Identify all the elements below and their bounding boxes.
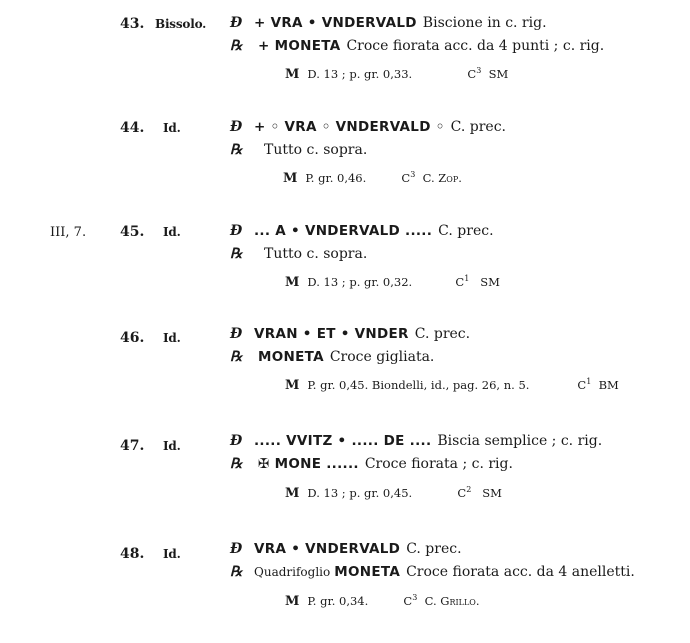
collection: SM [488,66,509,81]
reverse-legend: MONETA [334,564,401,580]
collection: BM [598,377,619,392]
rarity: $C^3$ [467,66,482,81]
mint-symbol: M [285,274,300,290]
obverse-line [230,15,547,31]
obverse-symbol: Ɖ [230,326,243,342]
physical-details: P. gr. 0,46. [305,170,367,185]
coin-type: Id. [163,225,181,239]
obverse-symbol: Ɖ [230,223,243,239]
obverse-legend: + ◦ VRA ◦ VNDERVALD ◦ [254,119,445,135]
rarity-degree: 1 [586,377,592,386]
entry-details [285,66,508,82]
rarity: $C^1$ [577,377,592,392]
mint-symbol: M [285,66,300,82]
reverse-line [230,349,434,365]
physical-details: P. gr. 0,45. Biondelli, id., pag. 26, n. 5. [307,377,530,392]
obverse-line [230,326,470,342]
obverse-description: C. prec. [438,223,494,239]
obverse-description: C. prec. [450,119,506,135]
mint-symbol: M [283,170,298,186]
obverse-legend: VRA • VNDERVALD [254,541,401,557]
physical-details: D. 13 ; p. gr. 0,45. [307,485,413,500]
obverse-legend: ..... VVITZ • ..... DE .... [254,433,432,449]
reverse-legend: MONETA [258,349,324,365]
physical-details: D. 13 ; p. gr. 0,33. [307,66,413,81]
obverse-symbol: Ɖ [230,15,243,31]
reverse-line [230,456,513,472]
entry-details [285,377,619,393]
physical-details: D. 13 ; p. gr. 0,32. [307,274,413,289]
entry-details [283,170,462,186]
reverse-line [230,142,367,158]
reverse-description: Croce fiorata acc. da 4 anelletti. [406,564,635,580]
collection: SM [480,274,500,289]
reverse-symbol: ℞ [230,246,243,262]
entry-number: 43. [120,16,145,32]
entry-number: 44. [120,120,145,136]
obverse-description: C. prec. [414,326,471,342]
reverse-description: Tutto c. sopra. [264,246,368,262]
obverse-line [230,223,494,239]
reverse-prefix: Quadrifoglio [254,565,331,579]
mint-symbol: M [285,593,300,609]
reverse-description: Tutto c. sopra. [264,142,368,158]
reverse-line [230,564,635,580]
rarity: $C^2$ [457,485,472,500]
rarity-degree: 3 [412,593,418,602]
rarity-degree: 2 [466,485,472,494]
physical-details: P. gr. 0,34. [307,593,369,608]
obverse-legend: ... A • VNDERVALD ..... [254,223,433,239]
reverse-legend: + MONETA [258,38,341,54]
entry-number: 46. [120,330,145,346]
collection: SM [482,485,502,500]
obverse-legend: VRAN • ET • VNDER [254,326,409,342]
rarity-degree: 3 [410,170,416,179]
rarity-degree: 3 [476,66,482,75]
reverse-legend: ✠ MONE ...... [258,456,359,472]
obverse-symbol: Ɖ [230,119,243,135]
reverse-symbol: ℞ [230,564,243,580]
obverse-line [230,541,462,557]
obverse-description: C. prec. [406,541,462,557]
obverse-line [230,119,506,135]
reverse-description: Croce fiorata acc. da 4 punti ; c. rig. [346,38,605,54]
rarity: $C^3$ [403,593,418,608]
reverse-symbol: ℞ [230,349,243,365]
obverse-description: Biscione in c. rig. [422,15,547,31]
coin-type: Id. [163,331,181,345]
rarity-degree: 1 [464,274,470,283]
obverse-symbol: Ɖ [230,541,243,557]
entry-details [285,274,500,290]
reverse-line [230,246,367,262]
plate-reference: III, 7. [50,225,87,240]
entry-number: 45. [120,224,145,240]
reverse-line [230,38,604,54]
coin-type: Id. [163,439,181,453]
entry-details [285,485,502,501]
entry-number: 48. [120,546,145,562]
entry-details [285,593,480,609]
collection: C. Grillo. [424,593,480,608]
obverse-symbol: Ɖ [230,433,243,449]
reverse-description: Croce fiorata ; c. rig. [364,456,513,472]
obverse-line [230,433,602,449]
coin-type: Bissolo. [155,17,207,31]
reverse-symbol: ℞ [230,456,243,472]
coin-type: Id. [163,547,181,561]
coin-type: Id. [163,121,181,135]
reverse-description: Croce gigliata. [329,349,435,365]
reverse-symbol: ℞ [230,142,243,158]
entry-number: 47. [120,438,145,454]
rarity: $C^3$ [401,170,416,185]
mint-symbol: M [285,485,300,501]
mint-symbol: M [285,377,300,393]
rarity: $C^1$ [455,274,470,289]
reverse-symbol: ℞ [230,38,243,54]
collection: C. Zop. [422,170,462,185]
obverse-description: Biscia semplice ; c. rig. [437,433,603,449]
obverse-legend: + VRA • VNDERVALD [254,15,417,31]
